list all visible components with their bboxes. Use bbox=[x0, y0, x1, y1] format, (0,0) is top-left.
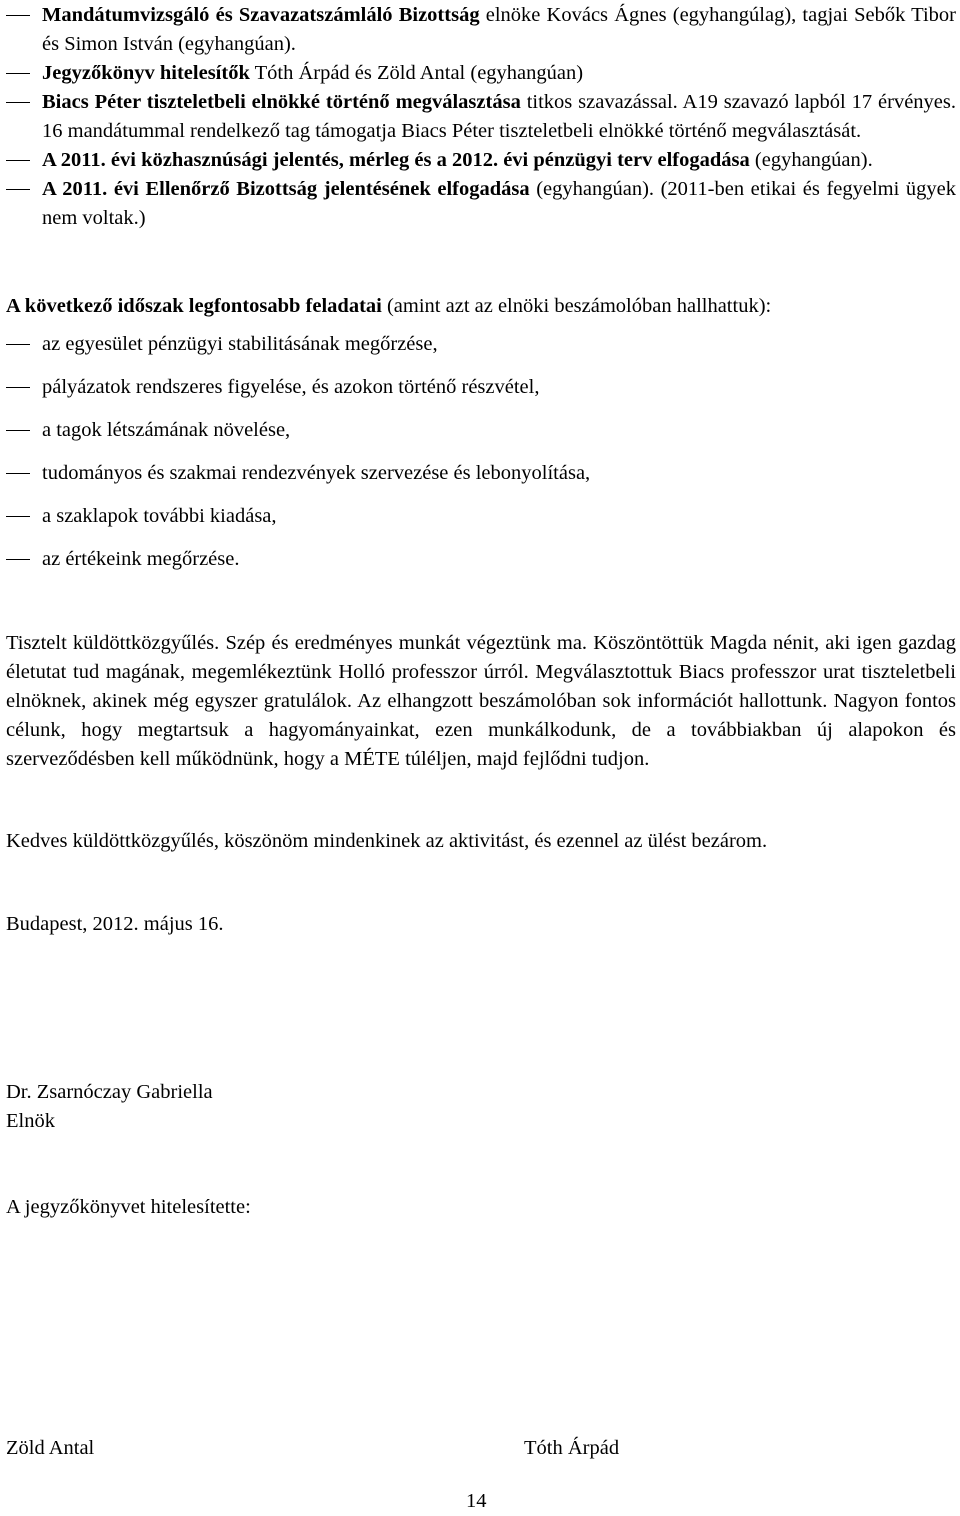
page-number: 14 bbox=[466, 1490, 487, 1512]
tasks-list bbox=[6, 330, 956, 574]
tasks-heading-bold: A következő időszak legfontosabb feladatai bbox=[6, 295, 382, 317]
witness-left-name: Zöld Antal bbox=[6, 1437, 95, 1459]
item-text: titkos szavazással. A19 szavazó lapból 17 érvényes. 16 mandátummal rendelkező tag támogatja Biacs Péter tiszteletbeli elnökké történő megválasztását. bbox=[42, 91, 956, 142]
list-item bbox=[6, 88, 956, 146]
list-item: a tagok létszámának növelése, bbox=[6, 416, 956, 445]
authentication-label: A jegyzőkönyvet hitelesítette: bbox=[6, 1196, 251, 1218]
item-bold-text: Mandátumvizsgáló és Szavazatszámláló Bizottság bbox=[42, 4, 480, 26]
list-item bbox=[6, 146, 956, 175]
list-item: tudományos és szakmai rendezvények szervezése és lebonyolítása, bbox=[6, 459, 956, 488]
list-item bbox=[6, 1, 956, 59]
list-item: az értékeink megőrzése. bbox=[6, 545, 956, 574]
list-item: a szaklapok további kiadása, bbox=[6, 502, 956, 531]
list-item: az egyesület pénzügyi stabilitásának megőrzése, bbox=[6, 330, 956, 359]
witness-right-name: Tóth Árpád bbox=[524, 1437, 620, 1459]
witness-signatures bbox=[6, 1434, 906, 1464]
list-item: pályázatok rendszeres figyelése, és azokon történő részvétel, bbox=[6, 373, 956, 402]
signer-title: Elnök bbox=[6, 1110, 55, 1132]
place-and-date: Budapest, 2012. május 16. bbox=[6, 913, 224, 935]
item-text: (egyhangúan). (2011-ben etikai és fegyelmi ügyek nem voltak.) bbox=[42, 178, 956, 229]
item-text: Tóth Árpád és Zöld Antal (egyhangúan) bbox=[249, 62, 584, 84]
item-text: (egyhangúan). bbox=[749, 149, 873, 171]
item-bold-text: Jegyzőkönyv hitelesítők bbox=[42, 62, 250, 84]
signer-name: Dr. Zsarnóczay Gabriella bbox=[6, 1081, 213, 1103]
item-bold-text: A 2011. évi közhasznúsági jelentés, mérleg és a 2012. évi pénzügyi terv elfogadása bbox=[42, 149, 750, 171]
tasks-heading-text: (amint azt az elnöki beszámolóban hallhattuk): bbox=[381, 295, 772, 317]
closing-paragraph: Tisztelt küldöttközgyűlés. Szép és eredményes munkát végeztünk ma. Köszöntöttük Magda nénit, aki igen gazdag életutat tud magának, megemlékeztünk Holló professzor úrról. Megválasztottuk Biacs professzor urat tiszteletbeli elnöknek, akinek még egyszer gratulálok. Az elhangzott beszámolóban sok információt hallottunk. Nagyon fontos célunk, hogy megtartsuk a hagyományainkat, ezen munkálkodunk, de a továbbiakban új alapokon és szerveződésben kell működnünk, hogy a MÉTE túléljen, majd fejlődni tudjon. bbox=[6, 632, 956, 770]
item-bold-text: Biacs Péter tiszteletbeli elnökké történő megválasztása bbox=[42, 91, 521, 113]
item-bold-text: A 2011. évi Ellenőrző Bizottság jelentésének elfogadása bbox=[42, 178, 530, 200]
list-item bbox=[6, 59, 956, 88]
list-item bbox=[6, 175, 956, 233]
resolutions-list bbox=[6, 1, 956, 233]
document-content bbox=[6, 1, 956, 1222]
tasks-heading bbox=[6, 292, 956, 321]
item-text: elnöke Kovács Ágnes (egyhangúlag), tagjai Sebők Tibor és Simon István (egyhangúan). bbox=[42, 4, 957, 55]
closing-thanks: Kedves küldöttközgyűlés, köszönöm mindenkinek az aktivitást, és ezennel az ülést bezárom. bbox=[6, 830, 768, 852]
